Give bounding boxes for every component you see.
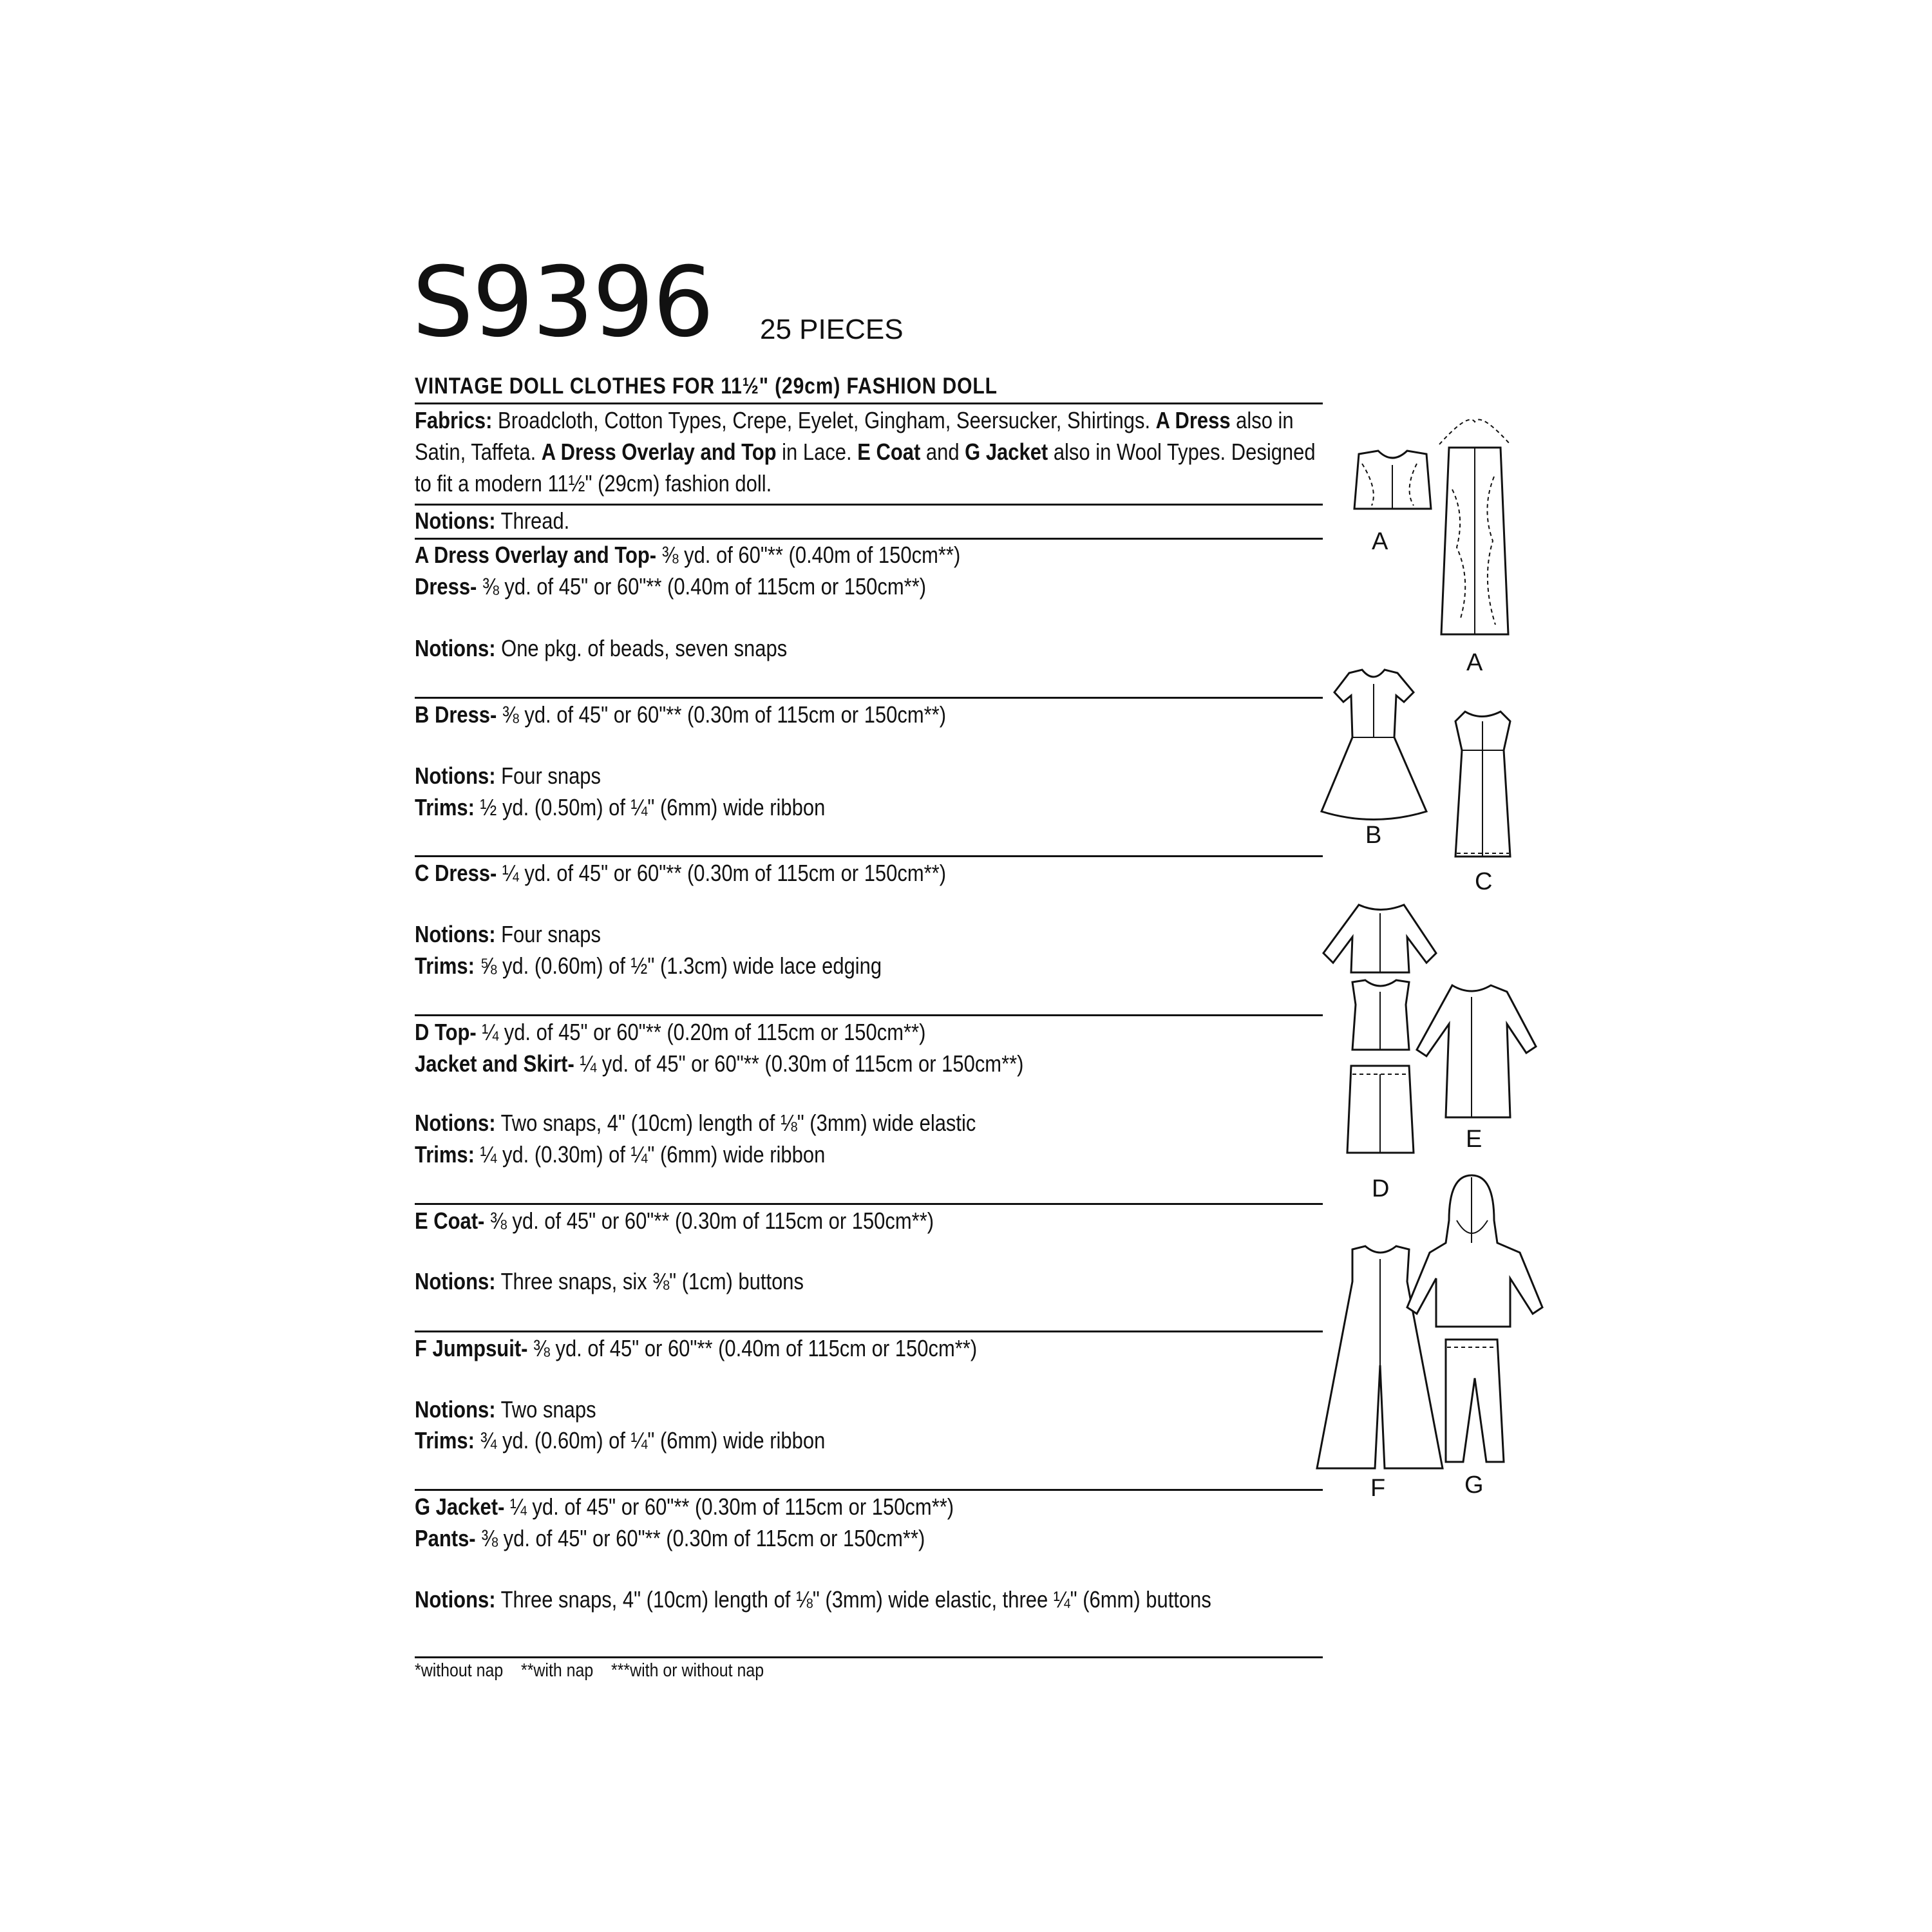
section-f-line1: F Jumpsuit- ⅜ yd. of 45" or 60"** (0.40m of 115cm or 150cm**) xyxy=(415,1335,978,1361)
figure-label-c: C xyxy=(1475,868,1493,895)
section-e-notions: Notions: Three snaps, six ⅜" (1cm) buttons xyxy=(415,1268,804,1294)
figure-d-top xyxy=(1352,980,1409,1050)
section-g-line1: G Jacket- ¼ yd. of 45" or 60"** (0.30m of 115cm or 150cm**) xyxy=(415,1493,954,1520)
fabrics-text: Broadcloth, Cotton Types, Crepe, Eyelet, Gingham, Seersucker, Shirtings. xyxy=(492,407,1156,433)
section-b-trims: Trims: ½ yd. (0.50m) of ¼" (6mm) wide ribbon xyxy=(415,794,826,820)
figure-b-dress xyxy=(1321,670,1426,820)
section-d-line1: D Top- ¼ yd. of 45" or 60"** (0.20m of 115cm or 150cm**) xyxy=(415,1019,926,1045)
figure-e-coat xyxy=(1417,985,1536,1117)
section-a-line1: A Dress Overlay and Top- ⅜ yd. of 60"** (0.40m of 150cm**) xyxy=(415,542,961,568)
section-c-notions: Notions: Four snaps xyxy=(415,921,601,947)
pieces-count: 25 PIECES xyxy=(760,314,904,345)
section-a-line2: Dress- ⅜ yd. of 45" or 60"** (0.40m of 115cm or 150cm**) xyxy=(415,573,927,600)
figure-g-pants xyxy=(1446,1340,1504,1462)
section-g-notions: Notions: Three snaps, 4" (10cm) length of ⅛" (3mm) wide elastic, three ¼" (6mm) buttons xyxy=(415,1586,1211,1613)
figure-label-e: E xyxy=(1466,1126,1482,1153)
figure-d-skirt xyxy=(1347,1066,1414,1153)
fabrics-text: also in Satin, Taffeta. xyxy=(415,407,1294,465)
fabrics-bold: A Dress xyxy=(1155,407,1231,433)
figure-label-d: D xyxy=(1372,1175,1390,1202)
figure-d-jacket xyxy=(1323,905,1436,972)
figure-g-jacket xyxy=(1407,1175,1542,1327)
section-c-trims: Trims: ⅝ yd. (0.60m) of ½" (1.3cm) wide lace edging xyxy=(415,952,882,979)
fabrics-text: also in Wool Types. Designed to fit a modern 11½" (29cm) fashion doll. xyxy=(415,439,1316,497)
section-g-line2: Pants- ⅜ yd. of 45" or 60"** (0.30m of 115cm or 150cm**) xyxy=(415,1525,925,1551)
section-f-notions: Notions: Two snaps xyxy=(415,1396,596,1423)
pattern-number: S9396 xyxy=(412,247,713,359)
figure-a-dress xyxy=(1439,420,1510,634)
notions-label: Notions: xyxy=(415,507,496,534)
section-f-trims: Trims: ¾ yd. (0.60m) of ¼" (6mm) wide ribbon xyxy=(415,1427,826,1454)
pattern-subtitle: VINTAGE DOLL CLOTHES FOR 11½" (29cm) FASHION DOLL xyxy=(415,374,998,399)
section-d-notions: Notions: Two snaps, 4" (10cm) length of ⅛" (3mm) wide elastic xyxy=(415,1110,976,1136)
fabrics-text: in Lace. xyxy=(776,439,858,465)
fabrics-text: and xyxy=(920,439,965,465)
figure-label-a-dress: A xyxy=(1466,649,1483,676)
footnote: *without nap **with nap ***with or without nap xyxy=(415,1660,764,1681)
figure-a-top xyxy=(1354,451,1431,509)
section-e-line1: E Coat- ⅜ yd. of 45" or 60"** (0.30m of 115cm or 150cm**) xyxy=(415,1208,934,1234)
figure-label-b: B xyxy=(1365,822,1382,849)
section-b-notions: Notions: Four snaps xyxy=(415,762,601,789)
section-c-line1: C Dress- ¼ yd. of 45" or 60"** (0.30m of 115cm or 150cm**) xyxy=(415,860,947,886)
figure-label-f: F xyxy=(1370,1475,1386,1502)
section-b-line1: B Dress- ⅜ yd. of 45" or 60"** (0.30m of 115cm or 150cm**) xyxy=(415,701,947,728)
figure-c-dress xyxy=(1455,712,1510,857)
section-d-trims: Trims: ¼ yd. (0.30m) of ¼" (6mm) wide ribbon xyxy=(415,1141,826,1168)
fabrics-bold: A Dress Overlay and Top xyxy=(541,439,777,465)
section-d-line2: Jacket and Skirt- ¼ yd. of 45" or 60"** (0.30m of 115cm or 150cm**) xyxy=(415,1050,1024,1077)
fabrics-label: Fabrics: xyxy=(415,407,493,433)
figure-label-g: G xyxy=(1464,1472,1484,1499)
fabrics-bold: G Jacket xyxy=(965,439,1048,465)
figure-label-a-top: A xyxy=(1372,528,1388,555)
notions-text: Thread. xyxy=(495,507,570,534)
section-a-notions: Notions: One pkg. of beads, seven snaps xyxy=(415,635,788,661)
fabrics-bold: E Coat xyxy=(857,439,921,465)
